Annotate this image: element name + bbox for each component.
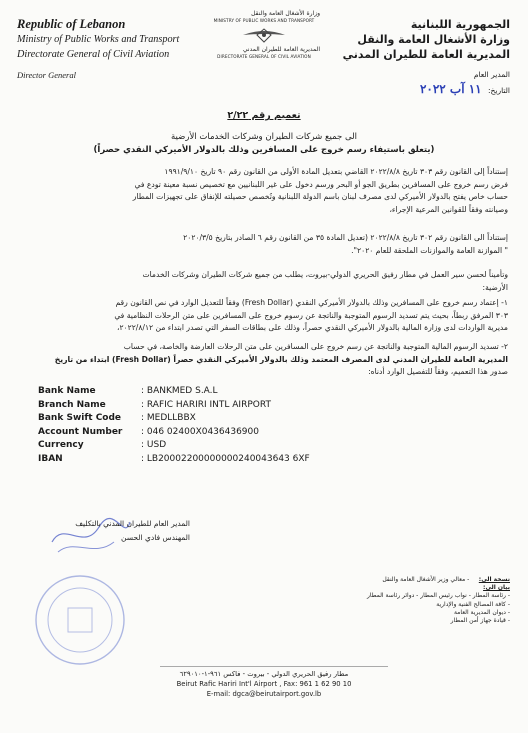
cc-row [205, 576, 510, 584]
bank-value: : 046 02400X0436436900 [141, 426, 259, 437]
text-line: مديرية الواردات لدى وزارة المالية بالدولار الأميركي النقدي حصراً، وذلك على بطاقات السفر التي تصدر ابتداء من ٢٠٢٢/٨/١٢، [117, 323, 508, 333]
bank-label: Bank Name [38, 386, 96, 396]
bank-label: IBAN [38, 453, 63, 464]
paragraph-law-303 [35, 166, 508, 216]
cc-item: - معالي وزير الأشغال العامة والنقل [382, 576, 470, 583]
country-name-en: Republic of Lebanon [17, 17, 126, 31]
bank-row [38, 453, 310, 467]
header-english [17, 17, 197, 62]
official-seal-icon [32, 572, 128, 668]
signatory-name: المهندس فادي الحسن [121, 533, 190, 542]
ministry-name-ar: وزارة الأشغال العامة والنقل [357, 33, 510, 46]
date-value: ١١ آب ٢٠٢٢ [419, 82, 482, 96]
bank-row [38, 426, 310, 440]
cc-label: بيان الى: [483, 584, 510, 592]
bank-value: : MEDLLBBX [141, 413, 196, 424]
paragraph-item-1 [35, 297, 508, 335]
footer-divider [160, 666, 388, 667]
subject: (يتعلق باستيفاء رسم خروج على المسافرين وذلك بالدولار الأميركي النقدي حصراً) [93, 145, 435, 155]
text-line: حساب خاص يفتح بالدولار الأميركي لدى مصرف لبنان باسم الدولة اللبنانية وتُخصص حصيلته للإنفاق على تجهيزات المطار [132, 192, 508, 202]
bank-label: Account Number [38, 426, 123, 437]
bank-label: Currency [38, 440, 84, 451]
text-line: المديرية العامة للطيران المدني لدى المصرف المعتمد وذلك بالدولار الأميركي النقدي حصراً (Fresh Dollar) ابتداء من تاريخ [54, 354, 508, 364]
bank-value: : LB20002200000000240043643 6XF [141, 453, 310, 464]
recipients: الى جميع شركات الطيران وشركات الخدمات الأرضية [171, 132, 357, 142]
text-line: صدور هذا التعميم، وفقاً للتفصيل الوارد أدناه: [368, 367, 508, 377]
bank-row [38, 385, 310, 399]
footer-address-en: Beirut Rafic Hariri Int'l Airport , Fax: 961 1 62 90 10 [176, 680, 352, 688]
bank-details [38, 385, 310, 467]
country-name-ar: الجمهورية اللبنانية [410, 18, 510, 31]
bank-row [38, 439, 310, 453]
bank-row [38, 412, 310, 426]
aviation-emblem-icon [241, 25, 287, 45]
footer [0, 669, 528, 699]
document-date [420, 82, 510, 96]
signature-block [40, 517, 190, 545]
text-line: وصيانته وفقاً للقوانين المرعية الإجراء، [389, 204, 508, 214]
cc-item: - كافة المصالح الفنية والإدارية [436, 600, 510, 608]
logo-ar-bottom: المديرية العامة للطيران المدني [242, 46, 320, 53]
text-line: " الموازنة العامة والموازنات الملحقة للعام ٢٠٢٠". [351, 245, 508, 255]
ministry-logo [208, 10, 320, 60]
header-arabic [342, 17, 510, 62]
cc-label: نسخة الى: [478, 576, 510, 583]
bank-value: : BANKMED S.A.L [141, 386, 218, 396]
text-line: فرض رسم خروج على المسافرين بطريق الجو أو البحر ورسم دخول على غير اللبنانيين مع تخصيص نسبة معينة تودع في [134, 179, 508, 189]
text-line: ٢- تسديد الرسوم المالية المتوجبة والناتجة عن رسم خروج على المسافرين على متن الرحلات العارضة والخاصة، في حساب [123, 342, 508, 351]
director-general-en: Director General [17, 70, 76, 80]
text-line [35, 257, 508, 269]
directorate-name-en: Directorate General of Civil Aviation [17, 49, 170, 60]
director-general-ar: المدير العام [473, 70, 510, 79]
bank-row [38, 399, 310, 413]
footer-email: E-mail: dgca@beirutairport.gov.lb [206, 690, 322, 698]
logo-ar-top: وزارة الأشغال العامة والنقل [251, 10, 320, 17]
directorate-name-ar: المديرية العامة للطيران المدني [342, 48, 510, 61]
bank-label: Branch Name [38, 399, 106, 410]
text-line: إستناداً إلى القانون رقم ٣٠٣ تاريخ ٢٠٢٢/٨/٨ القاضي بتعديل المادة الأولى من القانون رقم ٩٠ تاريخ ١٩٩١/٩/١٠ [164, 167, 508, 176]
logo-en-bottom: DIRECTORATE GENERAL OF CIVIL AVIATION [217, 54, 311, 59]
text-line: الأرضية: [482, 282, 508, 292]
cc-item: - ديوان المديرية العامة [453, 608, 510, 616]
footer-address-ar: مطار رفيق الحريري الدولي - بيروت - فاكس ٩٦١-١-٦٢٩٠١٠ [179, 670, 349, 678]
paragraph-item-2 [35, 341, 508, 379]
cc-item: - قيادة جهاز أمن المطار [450, 617, 510, 625]
date-label: التاريخ: [488, 86, 510, 95]
signatory-title: المدير العام للطيران المدني بالتكليف [75, 519, 190, 528]
text-line: إستناداً الى القانون رقم ٣٠٢ تاريخ ٢٠٢٢/٨/٨ (تعديل المادة ٣٥ من القانون رقم ٦ الصادر بتاريخ ٢٠٢٠/٣/٥ [183, 233, 508, 242]
ministry-name-en: Ministry of Public Works and Transport [17, 34, 180, 45]
paragraph-law-302 [35, 232, 508, 294]
distribution-list [205, 576, 510, 625]
text-line: وتأميناً لحسن سير العمل في مطار رفيق الحريري الدولي-بيروت، يطلب من جميع شركات الطيران وشركات الخدمات [142, 270, 508, 280]
text-line: ٣٠٣ المرفق ربطاً، بحيث يتم تسديد الرسوم المتوجبة والناتجة عن رسوم خروج على المسافرين على متن الرحلات النظامية في [114, 310, 508, 320]
bank-label: Bank Swift Code [38, 413, 122, 424]
text-line: ١- إعتماد رسم خروج على المسافرين وذلك بالدولار الأميركي النقدي (Fresh Dollar) وفقاً للتعديل الوارد في نص القانون رقم [115, 298, 508, 307]
circular-title: تعميم رقم ٢/٢٢ [227, 110, 301, 121]
bank-value: : USD [141, 440, 167, 451]
cc-item: - رئاسة المطار - نواب رئيس المطار - دوائر رئاسة المطار [366, 592, 510, 600]
cc-row [205, 584, 510, 592]
bank-value: : RAFIC HARIRI INTL AIRPORT [141, 399, 271, 410]
logo-en-top: MINISTRY OF PUBLIC WORKS AND TRANSPORT [213, 18, 315, 23]
